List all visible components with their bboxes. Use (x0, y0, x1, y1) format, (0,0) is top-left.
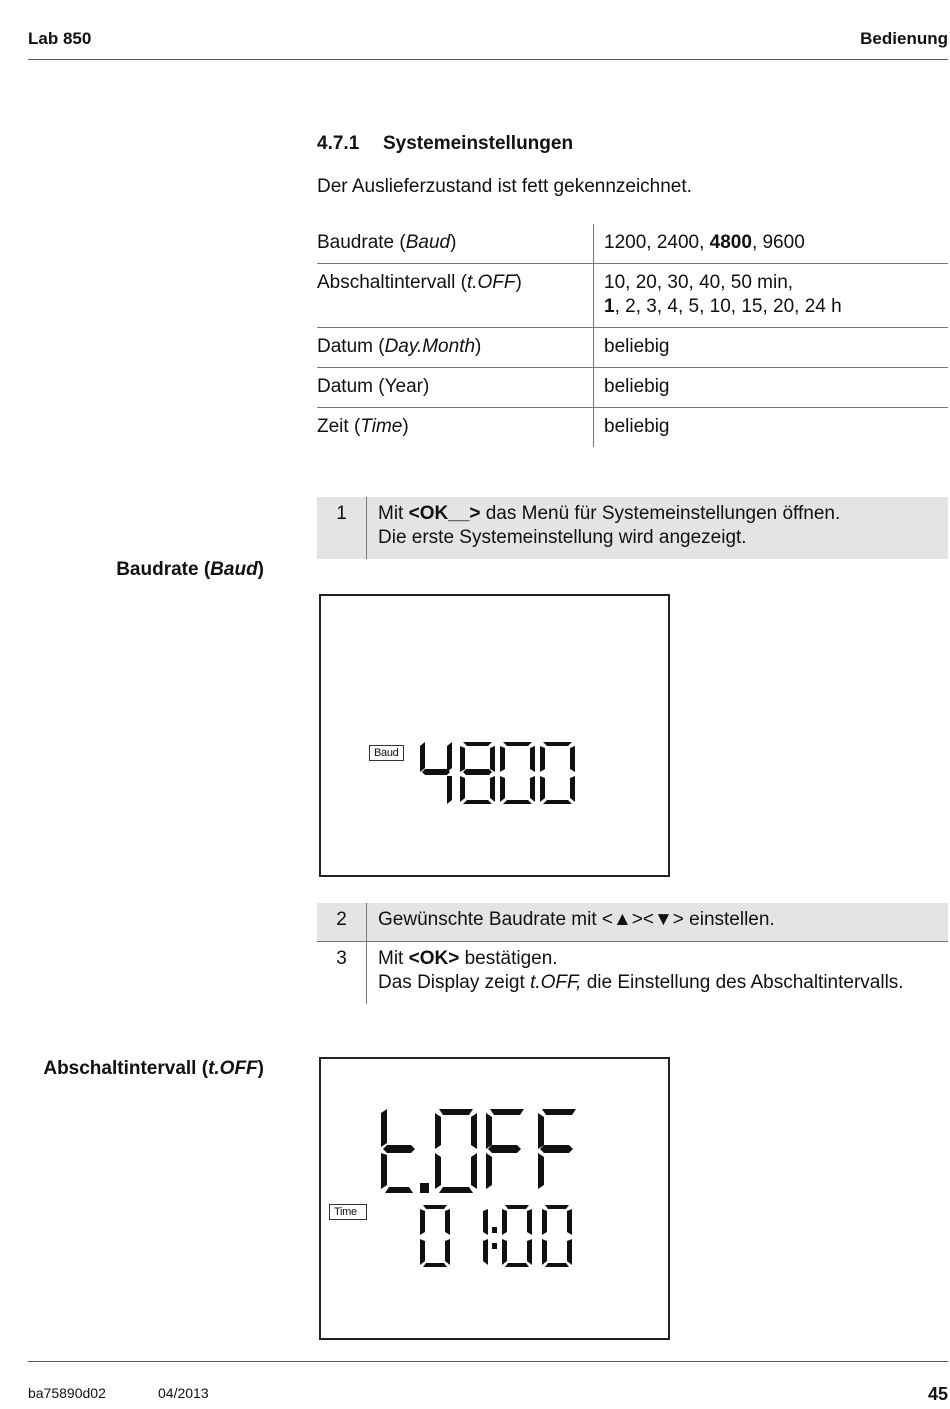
step-3 (317, 942, 948, 1004)
step-1 (317, 497, 948, 559)
footer-date: 04/2013 (158, 1385, 209, 1401)
side-label-baud: Baudrate (Baud) (116, 559, 264, 580)
setting-name: Zeit (Time) (317, 408, 594, 448)
step-number: 1 (317, 497, 367, 559)
step-number: 2 (317, 903, 367, 941)
footer-rule (28, 1361, 948, 1362)
table-row (317, 224, 948, 264)
baud-tag: Baud (369, 745, 404, 761)
intro-text: Der Auslieferzustand ist fett gekennzeichnet. (317, 176, 692, 197)
setting-value: beliebig (594, 408, 949, 448)
lcd-text-toff (379, 1109, 583, 1193)
step-number: 3 (317, 942, 367, 1004)
setting-name: Datum (Day.Month) (317, 328, 594, 368)
header-rule (28, 59, 948, 60)
setting-value: 10, 20, 30, 40, 50 min, 1, 2, 3, 4, 5, 10, 15, 20, 24 h (594, 264, 949, 328)
table-row (317, 328, 948, 368)
side-label-toff: Abschaltintervall (t.OFF) (43, 1058, 264, 1079)
header-left: Lab 850 (28, 29, 92, 48)
section-title-text: Systemeinstellungen (383, 133, 574, 154)
lcd-time-0100 (417, 1205, 579, 1267)
step-text: Mit <OK> bestätigen. Das Display zeigt t.OFF, die Einstellung des Abschaltintervalls. (378, 948, 904, 993)
table-row (317, 264, 948, 328)
setting-value: beliebig (594, 368, 949, 408)
settings-table (317, 224, 948, 447)
table-row (317, 368, 948, 408)
lcd-digits-4800 (417, 742, 577, 804)
footer-doc-id: ba75890d02 (28, 1385, 106, 1401)
setting-name: Baudrate (Baud) (317, 232, 457, 253)
section-title (317, 133, 573, 155)
section-number: 4.7.1 (317, 133, 360, 154)
setting-name: Abschaltintervall (t.OFF) (317, 264, 594, 328)
header-right: Bedienung (860, 29, 948, 48)
setting-value: beliebig (594, 328, 949, 368)
setting-value: 1200, 2400, 4800, 9600 (594, 224, 949, 264)
lcd-display-baud (319, 594, 670, 877)
table-row (317, 408, 948, 448)
page-number: 45 (927, 1384, 948, 1404)
lcd-display-toff (319, 1057, 670, 1340)
step-2 (317, 903, 948, 941)
step-text: Gewünschte Baudrate mit <▲><▼> einstellen. (378, 909, 775, 930)
step-text: Mit <OK__> das Menü für Systemeinstellungen öffnen. Die erste Systemeinstellung wird angezeigt. (378, 503, 841, 548)
setting-name: Datum (Year) (317, 368, 594, 408)
time-tag: Time (329, 1204, 367, 1220)
